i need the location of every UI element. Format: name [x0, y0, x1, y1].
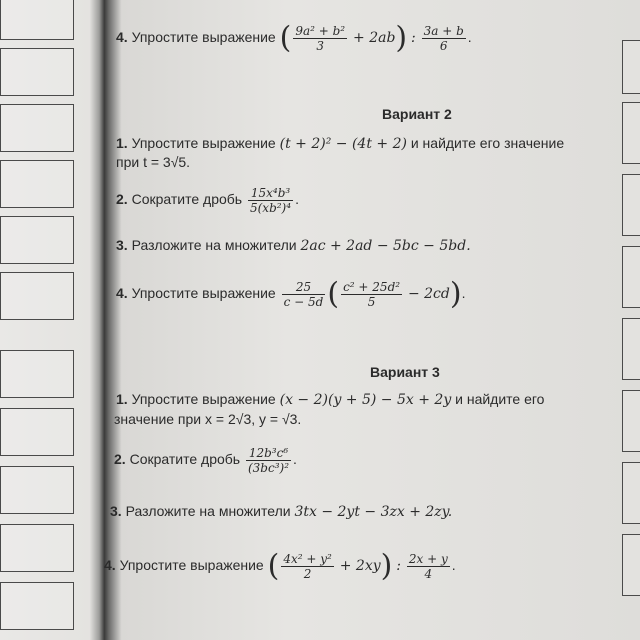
grid-cell	[622, 390, 640, 452]
fraction	[282, 280, 326, 309]
frac-denominator: 5	[367, 295, 376, 309]
task-number: 2.	[114, 451, 126, 468]
task-text: Упростите выражение	[131, 29, 276, 46]
task-text: Упростите выражение	[131, 391, 276, 407]
period: .	[467, 29, 472, 46]
paren-open: (	[327, 276, 340, 312]
v2-task-2	[116, 186, 299, 215]
task-text-tail: и найдите его	[455, 391, 545, 407]
fraction	[246, 446, 291, 475]
grid-cell	[622, 102, 640, 164]
grid-cell	[0, 0, 74, 40]
frac-numerator: c² + 25d²	[343, 280, 401, 294]
task-text: Упростите выражение	[131, 285, 276, 302]
paren-open: (	[267, 548, 280, 584]
v2-task-4	[116, 276, 466, 312]
frac-denominator: c − 5d	[283, 295, 324, 309]
frac-numerator: 15x⁴b³	[248, 186, 293, 201]
v3-task-2	[114, 446, 297, 475]
math-expression: (t + 2)² − (4t + 2)	[279, 136, 407, 152]
grid-cell	[0, 160, 74, 208]
task-number: 2.	[116, 191, 128, 208]
frac-denominator: 3	[316, 39, 325, 53]
math-term: + 2xy	[339, 558, 381, 575]
grid-cell	[622, 462, 640, 524]
period: .	[451, 557, 456, 574]
grid-cell	[0, 216, 74, 264]
v2-task-1-line2: при t = 3√5.	[116, 154, 191, 170]
math-term: + 2ab	[353, 30, 396, 47]
math-expression: 2ac + 2ad − 5bc − 5bd.	[300, 238, 471, 254]
fraction	[248, 186, 293, 215]
task-number: 3.	[110, 503, 122, 519]
variant-3-heading: Вариант 3	[370, 364, 440, 380]
frac-numerator: 3a + b	[423, 24, 464, 38]
paren-close: )	[449, 276, 462, 312]
v3-task-4	[104, 548, 456, 584]
task-number: 1.	[116, 135, 128, 151]
task-text: Разложите на множители	[131, 237, 297, 253]
task-number: 4.	[116, 29, 128, 46]
task-top-4	[116, 20, 472, 56]
colon: :	[396, 558, 401, 575]
v3-task-1-line2: значение при x = 2√3, y = √3.	[114, 411, 302, 427]
colon: :	[411, 30, 416, 47]
grid-cell	[0, 408, 74, 456]
frac-numerator: 25	[282, 280, 326, 295]
grid-cell	[0, 48, 74, 96]
task-number: 4.	[104, 557, 116, 574]
period: .	[295, 191, 299, 208]
frac-numerator: 9a² + b²	[295, 24, 346, 38]
grid-cell	[622, 40, 640, 94]
paren-open: (	[279, 20, 292, 56]
task-text: Разложите на множители	[125, 503, 291, 519]
paren-close: )	[380, 548, 393, 584]
period: .	[461, 285, 466, 302]
task-number: 1.	[116, 391, 128, 407]
grid-cell	[0, 104, 74, 152]
task-text-tail: и найдите его значение	[410, 135, 565, 151]
v2-task-3	[116, 236, 471, 255]
grid-cell	[0, 582, 74, 630]
grid-cell	[622, 534, 640, 596]
task-text: Упростите выражение	[131, 135, 276, 151]
task-number: 3.	[116, 237, 128, 253]
math-term: − 2cd	[407, 286, 450, 303]
v2-task-1	[116, 134, 564, 153]
math-expression: (x − 2)(y + 5) − 5x + 2y	[279, 392, 452, 408]
frac-denominator: 5(xb²)⁴	[249, 201, 292, 215]
grid-cell	[0, 350, 74, 398]
v3-task-3	[110, 502, 452, 521]
frac-numerator: 2x + y	[408, 552, 448, 566]
variant-2-heading: Вариант 2	[382, 106, 452, 122]
fraction	[422, 24, 466, 53]
grid-cell	[622, 246, 640, 308]
grid-cell	[622, 174, 640, 236]
frac-denominator: 4	[424, 567, 433, 581]
fraction	[281, 552, 334, 581]
fraction	[407, 552, 450, 581]
frac-denominator: (3bc³)²	[247, 461, 290, 475]
fraction	[293, 24, 347, 53]
fraction	[341, 280, 402, 309]
task-text: Сократите дробь	[129, 451, 241, 468]
grid-cell	[622, 318, 640, 380]
frac-numerator: 12b³c⁶	[246, 446, 291, 461]
period: .	[293, 451, 297, 468]
grid-cell	[0, 272, 74, 320]
task-number: 4.	[116, 285, 128, 302]
v3-task-1	[116, 390, 544, 409]
grid-cell	[0, 524, 74, 572]
frac-denominator: 2	[303, 567, 312, 581]
task-text: Упростите выражение	[119, 557, 264, 574]
math-expression: 3tx − 2yt − 3zx + 2zy.	[294, 504, 453, 520]
frac-denominator: 6	[439, 39, 448, 53]
grid-cell	[0, 466, 74, 514]
frac-numerator: 4x² + y²	[283, 552, 332, 566]
paren-close: )	[395, 20, 408, 56]
task-text: Сократите дробь	[131, 191, 243, 208]
